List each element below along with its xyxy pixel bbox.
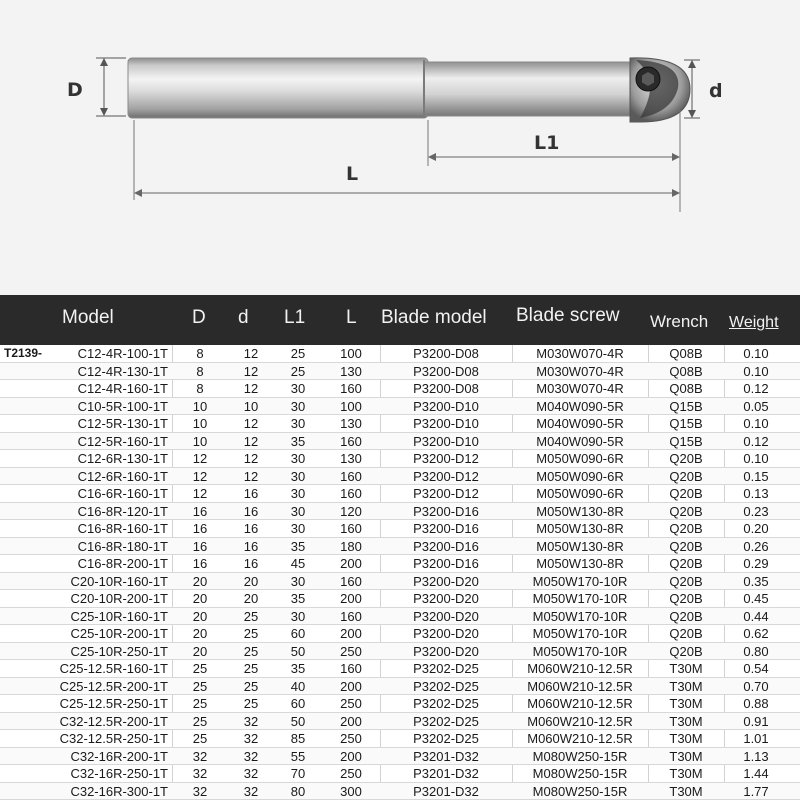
cell-L: 200 bbox=[340, 713, 362, 729]
cell-model: C32-16R-200-1T bbox=[70, 748, 168, 764]
cell-L: 130 bbox=[340, 363, 362, 379]
cell-L: 250 bbox=[340, 643, 362, 659]
cell-D: 32 bbox=[192, 783, 208, 799]
cell-blade-screw: M080W250-15R bbox=[532, 748, 628, 764]
cell-D: 10 bbox=[192, 416, 208, 431]
cell-D: 25 bbox=[192, 713, 208, 729]
cell-D: 10 bbox=[192, 398, 208, 414]
cell-model: C10-5R-100-1T bbox=[77, 398, 168, 414]
header-blade-screw: Blade screw bbox=[516, 305, 620, 326]
cell-wrench: Q15B bbox=[669, 416, 703, 431]
cell-wrench: Q08B bbox=[669, 381, 703, 396]
cell-L1: 50 bbox=[290, 643, 306, 659]
cell-weight: 0.88 bbox=[743, 696, 769, 711]
cell-blade-model: P3200-D16 bbox=[413, 538, 479, 554]
cell-blade-model: P3200-D10 bbox=[413, 433, 479, 449]
cell-blade-model: P3200-D20 bbox=[413, 643, 479, 659]
cell-L: 100 bbox=[340, 346, 362, 361]
table-row bbox=[0, 643, 800, 661]
cell-wrench: Q20B bbox=[669, 503, 703, 519]
cell-wrench: Q08B bbox=[669, 363, 703, 379]
cell-L: 250 bbox=[340, 696, 362, 711]
header-wrench: Wrench bbox=[650, 312, 709, 331]
cell-d: 16 bbox=[243, 538, 259, 554]
cell-blade-model: P3201-D32 bbox=[413, 748, 479, 764]
cell-L: 130 bbox=[340, 451, 362, 466]
cell-weight: 0.23 bbox=[743, 503, 769, 519]
cell-model: C12-4R-130-1T bbox=[77, 363, 168, 379]
cell-wrench: Q20B bbox=[669, 468, 703, 484]
header-L1: L1 bbox=[284, 307, 306, 328]
cell-blade-model: P3201-D32 bbox=[413, 766, 479, 781]
cell-L1: 35 bbox=[290, 661, 306, 676]
cell-blade-screw: M080W250-15R bbox=[532, 783, 628, 799]
cell-model: C12-5R-130-1T bbox=[77, 416, 168, 431]
header-D: D bbox=[192, 307, 206, 328]
cell-blade-screw: M060W210-12.5R bbox=[527, 731, 633, 746]
cell-model: C32-12.5R-250-1T bbox=[59, 731, 168, 746]
header-weight: Weight bbox=[729, 314, 779, 331]
cell-weight: 1.01 bbox=[743, 731, 769, 746]
cell-L: 160 bbox=[340, 608, 362, 624]
cell-blade-model: P3200-D10 bbox=[413, 416, 479, 431]
cell-blade-model: P3200-D20 bbox=[413, 591, 479, 606]
table-row bbox=[0, 660, 800, 678]
cell-blade-screw: M060W210-12.5R bbox=[527, 713, 633, 729]
cell-weight: 0.80 bbox=[743, 643, 769, 659]
cell-blade-model: P3202-D25 bbox=[413, 731, 479, 746]
cell-L1: 55 bbox=[290, 748, 306, 764]
cell-blade-screw: M040W090-5R bbox=[536, 416, 624, 431]
cell-wrench: Q20B bbox=[669, 573, 703, 589]
cell-L: 160 bbox=[340, 486, 362, 501]
cell-blade-screw: M050W170-10R bbox=[532, 573, 628, 589]
table-row bbox=[0, 590, 800, 608]
cell-L1: 60 bbox=[290, 696, 306, 711]
cell-model: C16-8R-180-1T bbox=[77, 538, 168, 554]
cell-wrench: Q20B bbox=[669, 521, 703, 536]
cell-blade-model: P3200-D20 bbox=[413, 626, 479, 641]
cell-weight: 0.12 bbox=[743, 433, 769, 449]
cell-d: 25 bbox=[243, 643, 259, 659]
cell-blade-model: P3200-D10 bbox=[413, 398, 479, 414]
cell-L: 200 bbox=[340, 678, 362, 694]
table-row bbox=[0, 555, 800, 573]
table-row bbox=[0, 625, 800, 643]
cell-L1: 45 bbox=[290, 556, 306, 571]
cell-L1: 70 bbox=[290, 766, 306, 781]
cell-L1: 60 bbox=[290, 626, 306, 641]
cell-blade-model: P3200-D12 bbox=[413, 451, 479, 466]
cell-weight: 0.13 bbox=[743, 486, 769, 501]
table-row bbox=[0, 765, 800, 783]
cell-L1: 30 bbox=[290, 416, 306, 431]
cell-weight: 0.10 bbox=[743, 363, 769, 379]
cell-weight: 0.44 bbox=[743, 608, 769, 624]
table-row bbox=[0, 433, 800, 451]
cell-D: 32 bbox=[192, 766, 208, 781]
cell-wrench: Q15B bbox=[669, 398, 703, 414]
cell-blade-model: P3200-D20 bbox=[413, 573, 479, 589]
cell-L1: 40 bbox=[290, 678, 306, 694]
tool-dimension-diagram bbox=[0, 0, 800, 295]
cell-wrench: T30M bbox=[669, 731, 703, 746]
model-prefix: T2139- bbox=[4, 346, 43, 360]
cell-d: 32 bbox=[243, 748, 259, 764]
cell-d: 25 bbox=[243, 661, 259, 676]
cell-weight: 0.10 bbox=[743, 416, 769, 431]
cell-d: 32 bbox=[243, 731, 259, 746]
cell-D: 16 bbox=[192, 521, 208, 536]
cell-weight: 1.77 bbox=[743, 783, 769, 799]
cell-D: 25 bbox=[192, 731, 208, 746]
table-header bbox=[0, 295, 800, 345]
header-d: d bbox=[238, 307, 249, 328]
cell-blade-model: P3201-D32 bbox=[413, 783, 479, 799]
cell-wrench: T30M bbox=[669, 696, 703, 711]
cell-L: 160 bbox=[340, 433, 362, 449]
cell-D: 10 bbox=[192, 433, 208, 449]
cell-L: 100 bbox=[340, 398, 362, 414]
cell-L1: 30 bbox=[290, 521, 306, 536]
cell-d: 25 bbox=[243, 608, 259, 624]
cell-D: 16 bbox=[192, 538, 208, 554]
cell-d: 25 bbox=[243, 626, 259, 641]
cell-D: 12 bbox=[192, 451, 208, 466]
cell-wrench: T30M bbox=[669, 766, 703, 781]
cell-blade-screw: M050W170-10R bbox=[532, 608, 628, 624]
table-row bbox=[0, 468, 800, 486]
cell-L1: 25 bbox=[290, 346, 306, 361]
cell-wrench: Q20B bbox=[669, 608, 703, 624]
cell-blade-model: P3200-D16 bbox=[413, 521, 479, 536]
cell-blade-model: P3200-D20 bbox=[413, 608, 479, 624]
cell-weight: 1.44 bbox=[743, 766, 769, 781]
cell-D: 12 bbox=[192, 468, 208, 484]
cell-d: 10 bbox=[243, 398, 259, 414]
cell-D: 16 bbox=[192, 556, 208, 571]
table-row bbox=[0, 748, 800, 766]
cell-blade-model: P3202-D25 bbox=[413, 661, 479, 676]
cell-blade-screw: M050W090-6R bbox=[536, 468, 624, 484]
cell-L1: 30 bbox=[290, 573, 306, 589]
cell-weight: 0.10 bbox=[743, 451, 769, 466]
cell-blade-screw: M050W130-8R bbox=[536, 556, 624, 571]
table-row bbox=[0, 608, 800, 626]
cell-blade-screw: M040W090-5R bbox=[536, 433, 624, 449]
cell-d: 16 bbox=[243, 486, 259, 501]
cell-d: 25 bbox=[243, 696, 259, 711]
table-row bbox=[0, 363, 800, 381]
cell-blade-screw: M060W210-12.5R bbox=[527, 696, 633, 711]
cell-model: C12-4R-100-1T bbox=[77, 346, 168, 361]
table-body bbox=[0, 345, 800, 800]
cell-blade-screw: M060W210-12.5R bbox=[527, 661, 633, 676]
cell-model: C16-8R-200-1T bbox=[77, 556, 168, 571]
specification-table bbox=[0, 295, 800, 800]
end-mill-drawing bbox=[0, 0, 800, 295]
cell-L: 160 bbox=[340, 381, 362, 396]
header-model: Model bbox=[62, 307, 114, 328]
cell-D: 20 bbox=[192, 591, 208, 606]
cell-L1: 50 bbox=[290, 713, 306, 729]
cell-L: 160 bbox=[340, 521, 362, 536]
cell-d: 12 bbox=[243, 433, 259, 449]
cell-wrench: Q15B bbox=[669, 433, 703, 449]
cell-d: 32 bbox=[243, 713, 259, 729]
cell-model: C25-12.5R-160-1T bbox=[59, 661, 168, 676]
cell-blade-screw: M050W130-8R bbox=[536, 538, 624, 554]
cell-blade-screw: M050W130-8R bbox=[536, 521, 624, 536]
cell-D: 25 bbox=[192, 678, 208, 694]
table-row bbox=[0, 713, 800, 731]
table-row bbox=[0, 678, 800, 696]
cell-D: 8 bbox=[196, 363, 204, 379]
dim-label-d: d bbox=[709, 80, 723, 102]
table-row bbox=[0, 730, 800, 748]
cell-weight: 1.13 bbox=[743, 748, 769, 764]
cell-d: 25 bbox=[243, 678, 259, 694]
cell-weight: 0.45 bbox=[743, 591, 769, 606]
cell-L1: 35 bbox=[290, 538, 306, 554]
cell-model: C12-6R-160-1T bbox=[77, 468, 168, 484]
cell-d: 12 bbox=[243, 451, 259, 466]
cell-L1: 30 bbox=[290, 503, 306, 519]
cell-D: 8 bbox=[196, 381, 204, 396]
cell-D: 20 bbox=[192, 643, 208, 659]
cell-wrench: Q20B bbox=[669, 486, 703, 501]
cell-d: 12 bbox=[243, 416, 259, 431]
cell-weight: 0.29 bbox=[743, 556, 769, 571]
cell-wrench: Q08B bbox=[669, 346, 703, 361]
cell-wrench: T30M bbox=[669, 748, 703, 764]
cell-L1: 30 bbox=[290, 486, 306, 501]
cell-D: 16 bbox=[192, 503, 208, 519]
cell-wrench: Q20B bbox=[669, 643, 703, 659]
cell-L: 180 bbox=[340, 538, 362, 554]
cell-L: 200 bbox=[340, 748, 362, 764]
cell-model: C12-4R-160-1T bbox=[77, 381, 168, 396]
tool-neck bbox=[424, 62, 639, 116]
dim-label-L: L bbox=[346, 163, 359, 185]
cell-d: 20 bbox=[243, 591, 259, 606]
dim-label-D: D bbox=[67, 79, 83, 101]
cell-d: 20 bbox=[243, 573, 259, 589]
header-blade-model: Blade model bbox=[381, 307, 487, 328]
cell-weight: 0.10 bbox=[743, 346, 769, 361]
cell-blade-screw: M030W070-4R bbox=[536, 381, 624, 396]
cell-L1: 30 bbox=[290, 398, 306, 414]
cell-wrench: Q20B bbox=[669, 591, 703, 606]
cell-blade-model: P3200-D16 bbox=[413, 556, 479, 571]
cell-model: C32-16R-250-1T bbox=[70, 766, 168, 781]
cell-model: C32-16R-300-1T bbox=[70, 783, 168, 799]
cell-D: 25 bbox=[192, 661, 208, 676]
header-L: L bbox=[346, 307, 357, 328]
cell-d: 12 bbox=[243, 346, 259, 361]
cell-blade-model: P3202-D25 bbox=[413, 696, 479, 711]
table-row bbox=[0, 783, 800, 800]
cell-L: 300 bbox=[340, 783, 362, 799]
cell-L1: 85 bbox=[290, 731, 306, 746]
cell-L: 160 bbox=[340, 573, 362, 589]
cell-model: C32-12.5R-200-1T bbox=[59, 713, 168, 729]
cell-model: C20-10R-160-1T bbox=[70, 573, 168, 589]
cell-L1: 30 bbox=[290, 451, 306, 466]
table-row bbox=[0, 573, 800, 591]
cell-blade-model: P3200-D12 bbox=[413, 486, 479, 501]
cell-L1: 30 bbox=[290, 468, 306, 484]
cell-model: C25-12.5R-200-1T bbox=[59, 678, 168, 694]
cell-D: 8 bbox=[196, 346, 204, 361]
cell-L: 250 bbox=[340, 766, 362, 781]
table-row bbox=[0, 695, 800, 713]
table-row bbox=[0, 503, 800, 521]
cell-L1: 30 bbox=[290, 381, 306, 396]
cell-weight: 0.05 bbox=[743, 398, 769, 414]
cell-weight: 0.35 bbox=[743, 573, 769, 589]
cell-L: 250 bbox=[340, 731, 362, 746]
cell-blade-screw: M060W210-12.5R bbox=[527, 678, 633, 694]
cell-blade-model: P3202-D25 bbox=[413, 678, 479, 694]
cell-L: 160 bbox=[340, 468, 362, 484]
cell-d: 12 bbox=[243, 381, 259, 396]
cell-model: C25-10R-200-1T bbox=[70, 626, 168, 641]
table-row bbox=[0, 398, 800, 416]
cell-blade-screw: M050W090-6R bbox=[536, 451, 624, 466]
tool-shank bbox=[128, 58, 428, 118]
cell-weight: 0.20 bbox=[743, 521, 769, 536]
cell-blade-screw: M050W170-10R bbox=[532, 626, 628, 641]
cell-weight: 0.12 bbox=[743, 381, 769, 396]
cell-weight: 0.26 bbox=[743, 538, 769, 554]
cell-d: 32 bbox=[243, 766, 259, 781]
cell-L1: 35 bbox=[290, 433, 306, 449]
cell-L1: 25 bbox=[290, 363, 306, 379]
cell-D: 32 bbox=[192, 748, 208, 764]
cell-blade-screw: M050W130-8R bbox=[536, 503, 624, 519]
cell-weight: 0.15 bbox=[743, 468, 769, 484]
table-row bbox=[0, 538, 800, 556]
cell-wrench: Q20B bbox=[669, 556, 703, 571]
cell-blade-model: P3200-D08 bbox=[413, 381, 479, 396]
cell-wrench: Q20B bbox=[669, 451, 703, 466]
cell-weight: 0.54 bbox=[743, 661, 769, 676]
cell-blade-screw: M080W250-15R bbox=[532, 766, 628, 781]
cell-model: C16-8R-120-1T bbox=[77, 503, 168, 519]
cell-L: 200 bbox=[340, 591, 362, 606]
cell-L: 130 bbox=[340, 416, 362, 431]
cell-d: 16 bbox=[243, 521, 259, 536]
cell-model: C25-12.5R-250-1T bbox=[59, 696, 168, 711]
cell-d: 16 bbox=[243, 503, 259, 519]
cell-L: 200 bbox=[340, 556, 362, 571]
cell-d: 32 bbox=[243, 783, 259, 799]
cell-model: C20-10R-200-1T bbox=[70, 591, 168, 606]
cell-model: C16-6R-160-1T bbox=[77, 486, 168, 501]
cell-blade-model: P3200-D16 bbox=[413, 503, 479, 519]
cell-wrench: Q20B bbox=[669, 538, 703, 554]
cell-weight: 0.91 bbox=[743, 713, 769, 729]
cell-blade-model: P3202-D25 bbox=[413, 713, 479, 729]
cell-blade-model: P3200-D12 bbox=[413, 468, 479, 484]
cell-D: 25 bbox=[192, 696, 208, 711]
cell-D: 20 bbox=[192, 626, 208, 641]
cell-D: 20 bbox=[192, 608, 208, 624]
cell-model: C12-5R-160-1T bbox=[77, 433, 168, 449]
cell-weight: 0.62 bbox=[743, 626, 769, 641]
table-row bbox=[0, 345, 800, 363]
table-row bbox=[0, 380, 800, 398]
cell-blade-screw: M050W170-10R bbox=[532, 643, 628, 659]
cell-d: 12 bbox=[243, 468, 259, 484]
cell-L1: 35 bbox=[290, 591, 306, 606]
cell-L: 200 bbox=[340, 626, 362, 641]
cell-blade-screw: M030W070-4R bbox=[536, 363, 624, 379]
cell-weight: 0.70 bbox=[743, 678, 769, 694]
table-row bbox=[0, 520, 800, 538]
cell-blade-model: P3200-D08 bbox=[413, 363, 479, 379]
cell-blade-screw: M050W090-6R bbox=[536, 486, 624, 501]
cell-d: 12 bbox=[243, 363, 259, 379]
cell-wrench: T30M bbox=[669, 678, 703, 694]
table-row bbox=[0, 485, 800, 503]
cell-blade-screw: M030W070-4R bbox=[536, 346, 624, 361]
table-row bbox=[0, 415, 800, 433]
cell-D: 12 bbox=[192, 486, 208, 501]
cell-blade-model: P3200-D08 bbox=[413, 346, 479, 361]
cell-blade-screw: M050W170-10R bbox=[532, 591, 628, 606]
cell-model: C25-10R-160-1T bbox=[70, 608, 168, 624]
cell-model: C16-8R-160-1T bbox=[77, 521, 168, 536]
cell-blade-screw: M040W090-5R bbox=[536, 398, 624, 414]
cell-L1: 80 bbox=[290, 783, 306, 799]
cell-wrench: T30M bbox=[669, 713, 703, 729]
cell-wrench: Q20B bbox=[669, 626, 703, 641]
cell-wrench: T30M bbox=[669, 661, 703, 676]
cell-model: C25-10R-250-1T bbox=[70, 643, 168, 659]
cell-wrench: T30M bbox=[669, 783, 703, 799]
cell-L1: 30 bbox=[290, 608, 306, 624]
cell-D: 20 bbox=[192, 573, 208, 589]
cell-L: 160 bbox=[340, 661, 362, 676]
cell-d: 16 bbox=[243, 556, 259, 571]
cell-L: 120 bbox=[340, 503, 362, 519]
cell-model: C12-6R-130-1T bbox=[77, 451, 168, 466]
dim-label-L1: L1 bbox=[534, 132, 560, 154]
table-row bbox=[0, 450, 800, 468]
